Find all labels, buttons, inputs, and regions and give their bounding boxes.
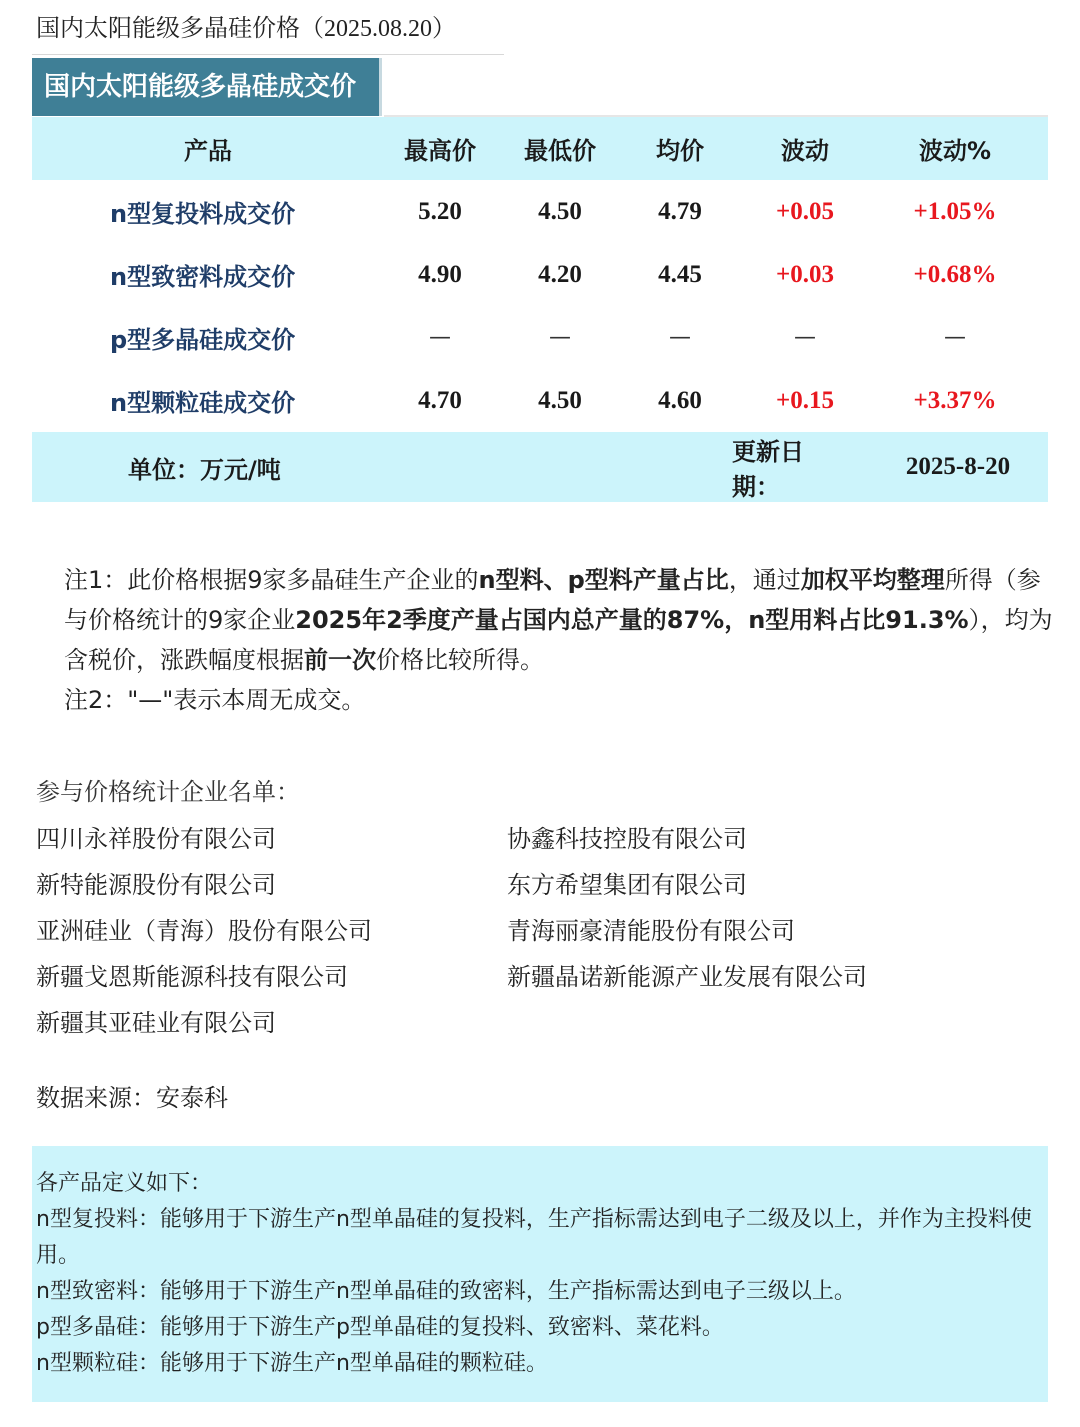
company-list: [36, 816, 1036, 1046]
definitions-title: 各产品定义如下：: [36, 1171, 213, 1196]
row-product: n型致密料成交价: [110, 263, 296, 291]
row-change-pct: —: [944, 325, 966, 350]
header-high: 最高价: [404, 137, 476, 165]
update-date-label: 更新日期：: [732, 438, 804, 501]
note-1-suffix: 价格比较所得。: [376, 646, 544, 674]
row-low: 4.50: [538, 197, 582, 225]
row-change-pct: +3.37%: [913, 386, 997, 414]
table-footer-row: [32, 432, 1048, 502]
price-table: [32, 117, 1048, 502]
company-item: 新特能源股份有限公司: [36, 871, 276, 899]
table-header-row: [32, 117, 1048, 180]
note-1-bold-previous: 前一次: [304, 646, 376, 674]
row-change: +0.03: [776, 260, 834, 288]
companies-title: 参与价格统计企业名单：: [36, 778, 300, 806]
notes: [36, 560, 1056, 720]
title-divider: [32, 54, 504, 55]
row-avg: 4.79: [658, 197, 702, 225]
row-product: p型多晶硅成交价: [110, 326, 296, 354]
definition-item: n型复投料：能够用于下游生产n型单晶硅的复投料，生产指标需达到电子二级及以上，并作为主投料使用。: [36, 1207, 1032, 1268]
header-product: 产品: [184, 137, 232, 165]
definition-item: n型致密料：能够用于下游生产n型单晶硅的致密料，生产指标需达到电子三级以上。: [36, 1279, 856, 1304]
note-1-bold-share: 2025年2季度产量占国内总产量的87%，n型用料占比91.3%: [295, 606, 969, 634]
row-product: n型复投料成交价: [110, 200, 296, 228]
header-change-pct: 波动%: [918, 137, 992, 165]
update-date-value: 2025-8-20: [905, 453, 1011, 480]
definition-item: p型多晶硅：能够用于下游生产p型单晶硅的复投料、致密料、菜花料。: [36, 1315, 724, 1340]
row-product: n型颗粒硅成交价: [110, 389, 296, 417]
header-change: 波动: [781, 137, 829, 165]
row-avg: 4.60: [658, 386, 702, 414]
row-change: —: [794, 325, 816, 350]
row-high: 4.70: [418, 386, 462, 414]
note-1-bold-method: 加权平均整理: [800, 566, 945, 594]
note-1: [36, 560, 1056, 680]
row-avg: —: [669, 325, 691, 350]
company-item: 青海丽豪清能股份有限公司: [507, 917, 795, 945]
row-change: +0.05: [776, 197, 834, 225]
company-item: 新疆其亚硅业有限公司: [36, 1009, 276, 1037]
company-item: 亚洲硅业（青海）股份有限公司: [36, 917, 372, 945]
table-row: [32, 180, 1048, 243]
unit-label: 单位：万元/吨: [128, 455, 281, 484]
page-title-date: （2025.08.20）: [300, 16, 456, 42]
tab-transaction-price[interactable]: 国内太阳能级多晶硅成交价: [32, 58, 382, 116]
table-row: [32, 243, 1048, 306]
header-avg: 均价: [656, 137, 704, 165]
note-2: 注2："—"表示本周无成交。: [64, 686, 366, 714]
note-1-mid-1: ，通过: [728, 566, 801, 594]
row-high: 5.20: [418, 197, 462, 225]
row-high: 4.90: [418, 260, 462, 288]
page-title-text: 国内太阳能级多晶硅价格: [36, 14, 300, 42]
row-high: —: [429, 325, 451, 350]
data-source: 数据来源：安泰科: [36, 1084, 228, 1112]
table-row: [32, 306, 1048, 369]
company-item: 四川永祥股份有限公司: [36, 825, 276, 853]
row-change: +0.15: [776, 386, 834, 414]
company-item: 新疆晶诺新能源产业发展有限公司: [507, 963, 867, 991]
row-low: 4.50: [538, 386, 582, 414]
company-item: 协鑫科技控股有限公司: [507, 825, 747, 853]
definitions-box: [32, 1146, 1048, 1402]
row-low: 4.20: [538, 260, 582, 288]
definition-item: n型颗粒硅：能够用于下游生产n型单晶硅的颗粒硅。: [36, 1351, 548, 1376]
note-1-prefix: 注1：此价格根据9家多晶硅生产企业的: [64, 566, 479, 594]
note-1-mid-3: ），均为含税价，涨跌幅度根据: [64, 606, 1053, 674]
header-low: 最低价: [524, 137, 596, 165]
company-item: 东方希望集团有限公司: [507, 871, 747, 899]
note-1-bold-ratio: n型料、p型料产量占比: [478, 566, 729, 594]
company-item: 新疆戈恩斯能源科技有限公司: [36, 963, 348, 991]
row-avg: 4.45: [658, 260, 702, 288]
table-row: [32, 369, 1048, 432]
row-low: —: [549, 325, 571, 350]
row-change-pct: +1.05%: [913, 197, 997, 225]
page-title: [36, 8, 456, 43]
row-change-pct: +0.68%: [913, 260, 997, 288]
note-1-mid-2: 所得（参与价格统计的9家企业: [64, 566, 1041, 634]
